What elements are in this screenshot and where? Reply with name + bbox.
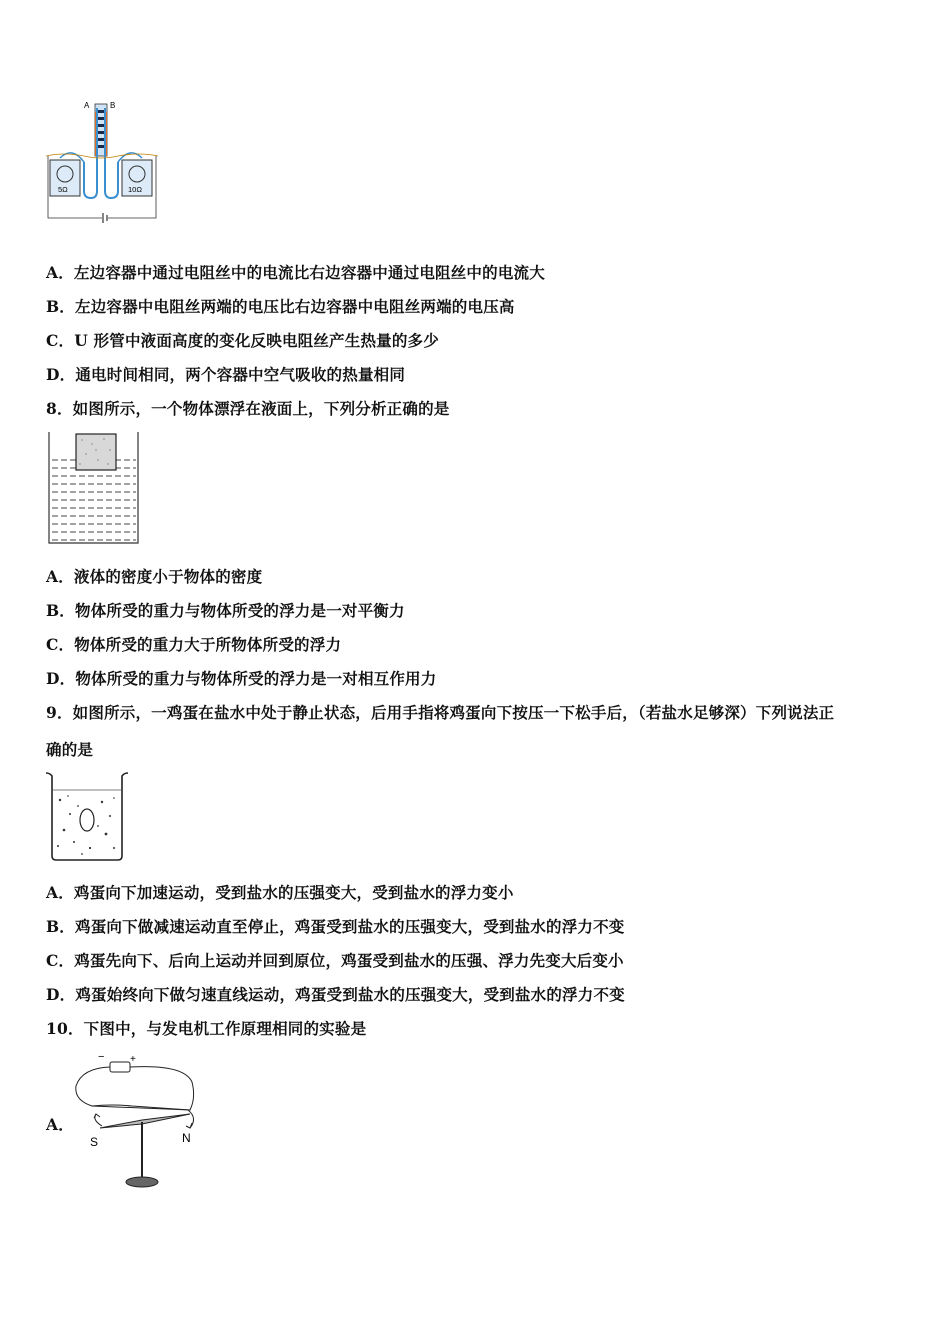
north-label: N: [182, 1131, 191, 1145]
minus-label: −: [98, 1051, 105, 1063]
q10-stem: 10．下图中，与发电机工作原理相同的实验是: [46, 1019, 367, 1038]
south-label: S: [90, 1135, 99, 1149]
q8-option-b: B．物体所受的重力与物体所受的浮力是一对平衡力: [46, 601, 405, 620]
q9-stem-line1: 9．如图所示，一鸡蛋在盐水中处于静止状态，后用手指将鸡蛋向下按压一下松手后，（若盐水足够深）下列说法正: [46, 703, 835, 722]
q7-option-d: D．通电时间相同，两个容器中空气吸收的热量相同: [46, 365, 406, 384]
compass-needle: [100, 1114, 190, 1128]
egg: [80, 809, 94, 831]
label-b: B: [110, 101, 116, 110]
right-resistor-label: 10Ω: [128, 185, 142, 194]
q8-option-d: D．物体所受的重力与物体所受的浮力是一对相互作用力: [46, 669, 437, 688]
q8-option-c: C．物体所受的重力大于所物体所受的浮力: [46, 635, 342, 654]
floating-block-figure: [46, 430, 142, 546]
q8-option-a: A．液体的密度小于物体的密度: [46, 567, 263, 586]
joule-heating-figure: [44, 96, 164, 226]
q9-option-d: D．鸡蛋始终向下做匀速直线运动，鸡蛋受到盐水的压强变大，受到盐水的浮力不变: [46, 985, 625, 1004]
q10-option-a-label: A．: [46, 1115, 74, 1134]
left-resistor-label: 5Ω: [58, 185, 68, 194]
q9-option-a: A．鸡蛋向下加速运动，受到盐水的压强变大，受到盐水的浮力变小: [46, 883, 514, 902]
q7-option-c: C．U 形管中液面高度的变化反映电阻丝产生热量的多少: [46, 331, 439, 350]
egg-beaker-figure: [44, 770, 130, 864]
label-a: A: [84, 101, 90, 110]
q9-stem-line2: 确的是: [46, 740, 94, 759]
q9-option-b: B．鸡蛋向下做减速运动直至停止，鸡蛋受到盐水的压强变大，受到盐水的浮力不变: [46, 917, 625, 936]
plus-label: +: [130, 1054, 136, 1065]
q9-option-c: C．鸡蛋先向下、后向上运动并回到原位，鸡蛋受到盐水的压强、浮力先变大后变小: [46, 951, 624, 970]
q8-stem: 8．如图所示，一个物体漂浮在液面上，下列分析正确的是: [46, 399, 450, 418]
oersted-figure: [72, 1048, 202, 1190]
q7-option-b: B．左边容器中电阻丝两端的电压比右边容器中电阻丝两端的电压高: [46, 297, 515, 316]
battery-icon: [110, 1062, 130, 1072]
q7-option-a: A．左边容器中通过电阻丝中的电流比右边容器中通过电阻丝中的电流大: [46, 263, 545, 282]
